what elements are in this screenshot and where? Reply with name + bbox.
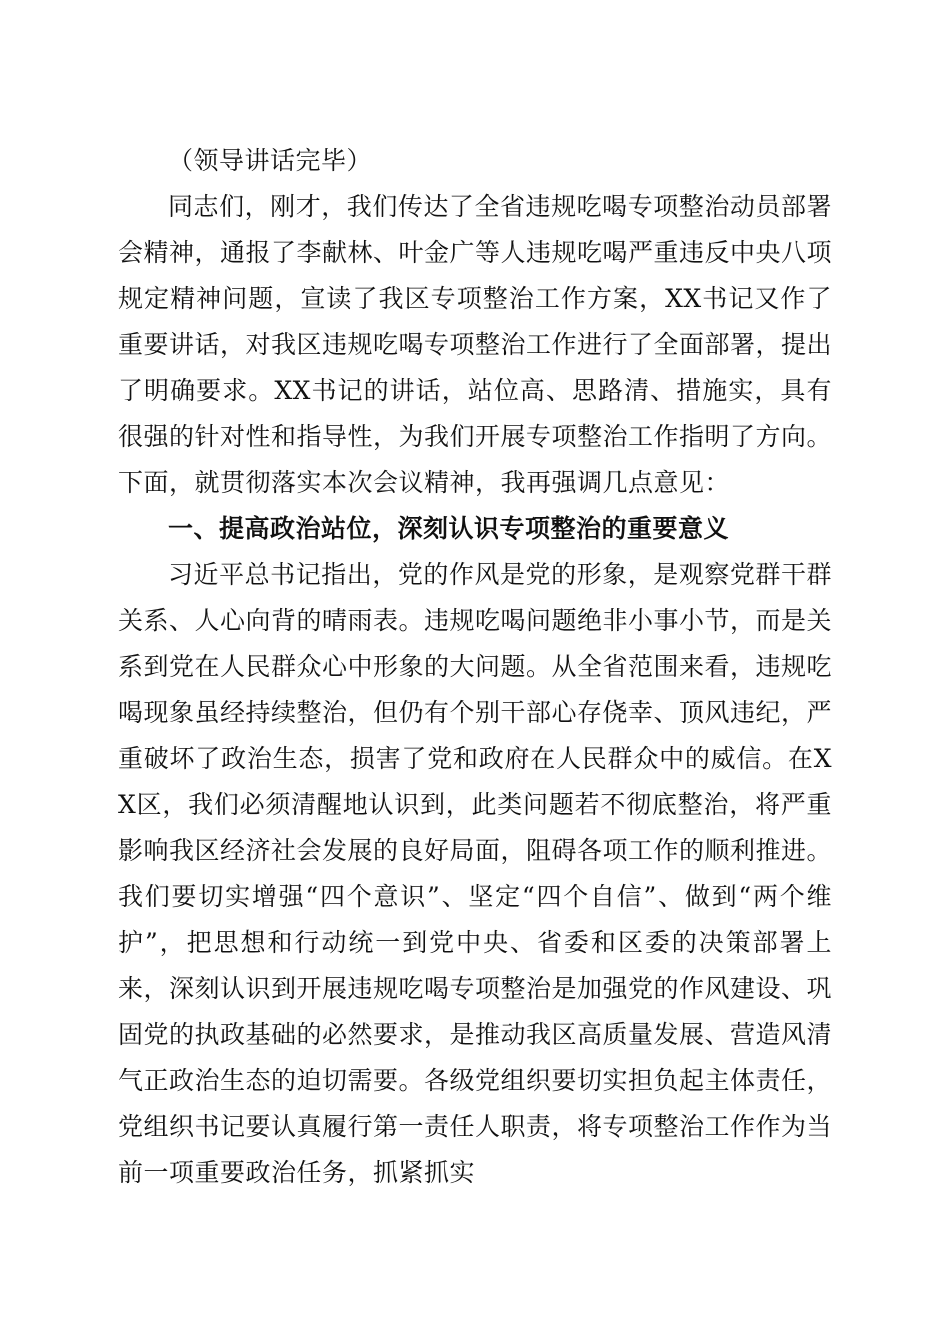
section-1-paragraph: 习近平总书记指出，党的作风是党的形象，是观察党群干群关系、人心向背的晴雨表。违规吃喝问题绝非小事小节，而是关系到党在人民群众心中形象的大问题。从全省范围来看，违规吃喝现象虽经持续整治，但仍有个别干部心存侥幸、顶风违纪，严重破坏了政治生态，损害了党和政府在人民群众中的威信。在XX区，我们必须清醒地认识到，此类问题若不彻底整治，将严重影响我区经济社会发展的良好局面，阻碍各项工作的顺利推进。我们要切实增强“四个意识”、坚定“四个自信”、做到“两个维护”，把思想和行动统一到党中央、省委和区委的决策部署上来，深刻认识到开展违规吃喝专项整治是加强党的作风建设、巩固党的执政基础的必然要求，是推动我区高质量发展、营造风清气正政治生态的迫切需要。各级党组织要切实担负起主体责任，党组织书记要认真履行第一责任人职责，将专项整治工作作为当前一项重要政治任务，抓紧抓实 [118, 560, 833, 1187]
speech-end-note: （领导讲话完毕） [168, 146, 373, 175]
document-body [118, 138, 832, 1196]
intro-paragraph: 同志们，刚才，我们传达了全省违规吃喝专项整治动员部署会精神，通报了李献林、叶金广等人违规吃喝严重违反中央八项规定精神问题，宣读了我区专项整治工作方案，XX书记又作了重要讲话，对我区违规吃喝专项整治工作进行了全面部署，提出了明确要求。XX书记的讲话，站位高、思路清、措施实，具有很强的针对性和指导性，为我们开展专项整治工作指明了方向。下面，就贯彻落实本次会议精神，我再强调几点意见： [118, 192, 833, 497]
section-1-heading: 一、提高政治站位，深刻认识专项整治的重要意义 [168, 514, 730, 543]
